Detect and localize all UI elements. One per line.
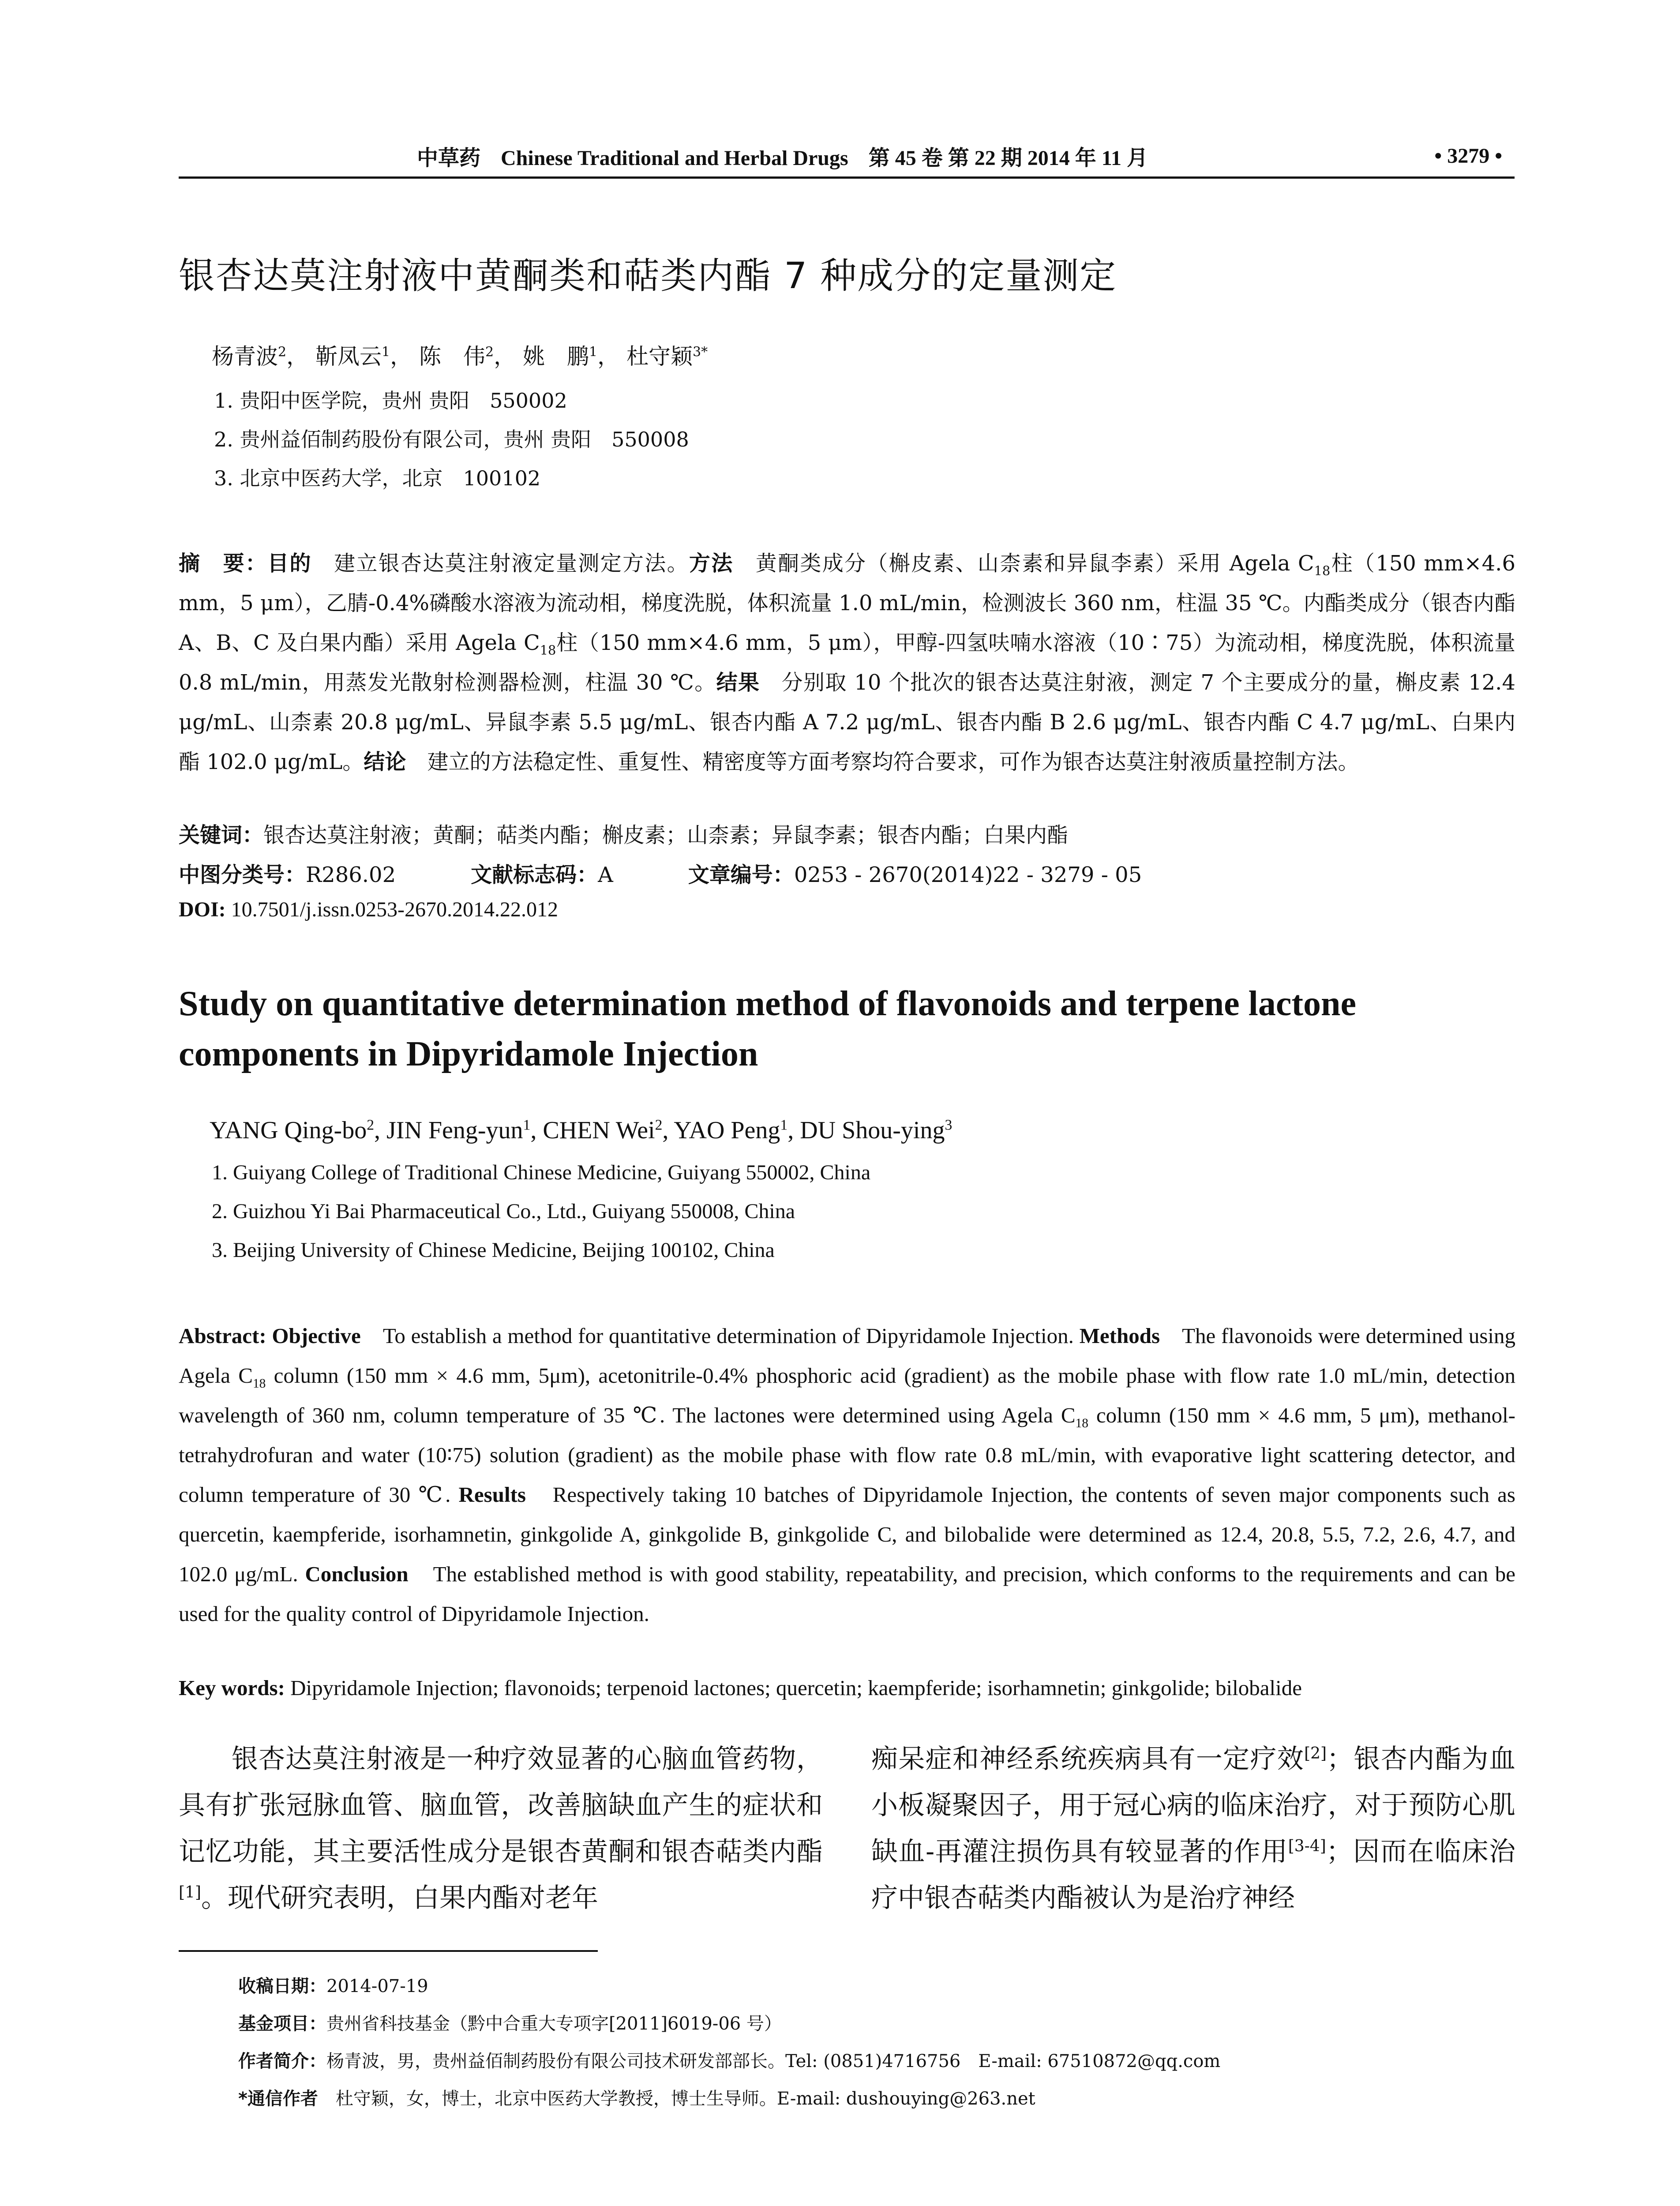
footnote-corresponding: *通信作者 杜守颖，女，博士，北京中医药大学教授，博士生导师。E-mail: dushouying@263.net — [238, 2089, 1035, 2109]
body-paragraph: 痴呆症和神经系统疾病具有一定疗效[2]；银杏内酯为血小板凝聚因子，用于冠心病的临床治疗，对于预防心肌缺血-再灌注损伤具有较显著的作用[3-4]；因而在临床治疗中银杏萜类内酯被认为是治疗神经 — [871, 1744, 1516, 1913]
objective-label: Objective — [266, 1324, 361, 1348]
journal-info — [417, 141, 1163, 171]
journal-issue: 第 45 卷 第 22 期 2014 年 11 月 — [868, 146, 1148, 170]
footnote-divider — [179, 1950, 598, 1952]
footnote-author: 作者简介：杨青波，男，贵州益佰制药股份有限公司技术研发部部长。Tel: (0851)4716756 E-mail: 67510872@qq.com — [238, 2051, 1221, 2071]
title-cn: 银杏达莫注射液中黄酮类和萜类内酯 7 种成分的定量测定 — [179, 255, 1117, 297]
author-en: CHEN Wei$^2$ — [543, 1117, 663, 1144]
affiliation-en: 2. Guizhou Yi Bai Pharmaceutical Co., Ltd., Guiyang 550008, China — [212, 1200, 795, 1223]
results-label: 结果 — [716, 670, 760, 695]
doi-link[interactable]: 10.7501/j.issn.0253-2670.2014.22.012 — [225, 898, 559, 921]
classification-line: 中图分类号：R286.02 文献标志码：A 文章编号：0253 - 2670(2014)22 - 3279 - 05 — [179, 863, 1142, 887]
author-en: YANG Qing-$bo^2$ — [210, 1117, 375, 1144]
author-en: DU Shou-ying$^3$ — [800, 1117, 952, 1144]
title-en: Study on quantitative determination method of flavonoids and terpene lactone components in Dipyridamole Injection — [179, 984, 1356, 1073]
conclusion-label: 结论 — [364, 750, 406, 774]
citation-link[interactable]: [1] — [179, 1883, 201, 1902]
journal-name-en: Chinese Traditional and Herbal Drugs — [501, 146, 848, 170]
author-en: JIN Feng-yun$^1$ — [386, 1117, 531, 1144]
body-column-right — [871, 1736, 1515, 1921]
affiliation-cn: 1. 贵阳中医学院，贵州 贵阳 550002 — [214, 389, 567, 413]
article-number: 0253 - 2670(2014)22 - 3279 - 05 — [794, 863, 1142, 887]
abstract-cn: 摘 要：目的 建立银杏达莫注射液定量测定方法。方法 黄酮类成分（槲皮素、山柰素和异鼠李素）采用 Agela $C_{18}$柱（150 mm×4.6 mm，5 μm），乙腈-0.4%磷酸水溶液为流动相，梯度洗脱，体积流量 1.0 mL/min，检测波长 360 nm，柱温 35 ℃。内酯类成分（银杏内酯 A、B、C 及白果内酯）采用 Agela $C_{18}$柱（150 mm×4.6 mm，5 μm），甲醇-四氢呋喃水溶液（10∶75）为流动相，梯度洗脱，体积流量 0.8 mL/min，用蒸发光散射检测器检测，柱温 30 ℃。结果 分别取 10 个批次的银杏达莫注射液，测定 7 个主要成分的量，槲皮素 12.4 μg/mL、山柰素 20.8 μg/mL、异鼠李素 5.5 μg/mL、银杏内酯 A 7.2 μg/mL、银杏内酯 B 2.6 μg/mL、银杏内酯 C 4.7 μg/mL、白果内酯 102.0 μg/mL。结论 建立的方法稳定性、重复性、精密度等方面考察均符合要求，可作为银杏达莫注射液质量控制方法。 — [179, 551, 1516, 774]
keywords-en: Key words: Dipyridamole Injection; flavonoids; terpenoid lactones; quercetin; kaempferide; isorhamnetin; ginkgolide; bilobalide — [179, 1676, 1302, 1700]
running-header — [179, 140, 1515, 171]
affiliation-en: 3. Beijing University of Chinese Medicine, Beijing 100102, China — [212, 1238, 775, 1262]
keywords-cn: 关键词：银杏达莫注射液；黄酮；萜类内酯；槲皮素；山柰素；异鼠李素；银杏内酯；白果内酯 — [179, 823, 1069, 848]
doi-line: DOI: 10.7501/j.issn.0253-2670.2014.22.012 — [179, 898, 559, 921]
citation-link[interactable]: [3-4] — [1288, 1837, 1326, 1855]
conclusion-label: Conclusion — [305, 1562, 409, 1586]
affiliation-en: 1. Guiyang College of Traditional Chinese Medicine, Guiyang 550002, China — [212, 1161, 871, 1184]
abstract-label: 摘 要： — [179, 551, 268, 576]
authors-cn: 杨青波$^2$， 靳凤云$^1$， 陈 伟$^2$， 姚 鹏$^1$， 杜守颖$^{3*}$ — [212, 344, 708, 369]
affiliation-cn: 3. 北京中医药大学，北京 100102 — [214, 466, 541, 490]
affiliation-cn: 2. 贵州益佰制药股份有限公司，贵州 贵阳 550008 — [214, 428, 689, 451]
page-number: • 3279 • — [1434, 144, 1502, 168]
doc-code: A — [598, 863, 613, 887]
authors-en: YANG Qing-$bo^2$, JIN Feng-yun$^1$, CHEN Wei$^2$, YAO Peng$^1$, DU Shou-ying$^3$ — [210, 1117, 952, 1144]
clc-number: R286.02 — [306, 863, 396, 887]
author-cn: 杨青波$^2$ — [212, 344, 287, 369]
body-paragraph: 银杏达莫注射液是一种疗效显著的心脑血管药物，具有扩张冠脉血管、脑血管，改善脑缺血产生的症状和记忆功能，其主要活性成分是银杏黄酮和银杏萜类内酯[1]。现代研究表明，白果内酯对老年 — [179, 1744, 823, 1913]
author-en: YAO Peng$^1$ — [674, 1117, 788, 1144]
footnote-fund: 基金项目：贵州省科技基金（黔中合重大专项字[2011]6019-06 号） — [238, 2014, 782, 2034]
author-cn: 陈 伟$^2$ — [419, 344, 494, 369]
header-divider — [179, 176, 1515, 179]
methods-label: 方法 — [689, 551, 734, 576]
journal-name-cn: 中草药 — [417, 146, 481, 170]
abstract-en: Abstract: Objective To establish a method for quantitative determination of Dipyridamole Injection. Methods The flavonoids were determined using Agela $C_{18}$ column (150 mm × 4.6 mm, 5μm), acetonitrile-0.4% phosphoric acid (gradient) as the mobile phase with flow rate 1.0 mL/min, detection wavelength of 360 nm, column temperature of 35 ℃. The lactones were determined using Agela $C_{18}$ column (150 mm × 4.6 mm, 5 μm), methanol-tetrahydrofuran and water (10∶75) solution (gradient) as the mobile phase with flow rate 0.8 mL/min, with evaporative light scattering detector, and column temperature of 30 ℃. Results Respectively taking 10 batches of Dipyridamole Injection, the contents of seven major components such as quercetin, kaempferide, isorhamnetin, ginkgolide A, ginkgolide B, ginkgolide C, and bilobalide were determined as 12.4, 20.8, 5.5, 7.2, 2.6, 4.7, and 102.0 μg/mL. Conclusion The established method is with good stability, repeatability, and precision, which conforms to the requirements and can be used for the quality control of Dipyridamole Injection. — [179, 1324, 1516, 1626]
results-label: Results — [458, 1482, 526, 1507]
citation-link[interactable]: [2] — [1304, 1745, 1327, 1763]
abstract-label: Abstract: — [179, 1324, 266, 1348]
methods-label: Methods — [1079, 1324, 1160, 1348]
author-cn: 姚 鹏$^1$ — [523, 344, 598, 369]
author-cn: 杜守颖$^{3*}$ — [626, 344, 708, 369]
author-cn: 靳凤云$^1$ — [315, 344, 390, 369]
objective-label: 目的 — [267, 551, 312, 576]
footnote-received: 收稿日期：2014-07-19 — [238, 1976, 428, 1996]
body-column-left — [179, 1736, 823, 1921]
